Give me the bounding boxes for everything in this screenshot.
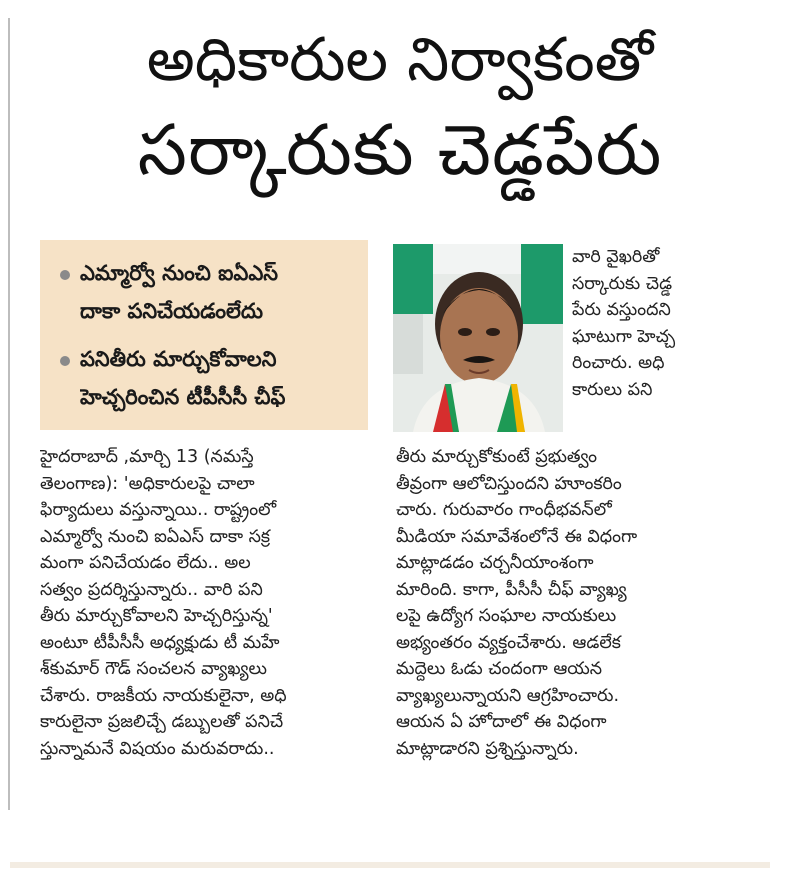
- article-line: సత్వం ప్రదర్శిస్తున్నారు.. వారి పని: [40, 579, 263, 600]
- article-line: మాట్లాడారని ప్రశ్నిస్తున్నారు.: [396, 738, 579, 759]
- portrait-photo: [393, 244, 563, 432]
- article-line: హైదరాబాద్ ,మార్చి 13 (నమస్తే: [40, 447, 254, 467]
- bullet-line: దాకా పనిచేయడంలేదు: [80, 299, 263, 323]
- bottom-strip: [10, 862, 770, 868]
- article-line: పేరు వస్తుందని: [572, 300, 671, 320]
- article-line: శ్‌కుమార్ గౌడ్ సంచలన వ్యాఖ్యలు: [40, 659, 267, 679]
- bullet-text: [80, 340, 285, 416]
- article-line: ఘాటుగా హెచ్చ: [572, 326, 676, 347]
- article-line: మీడియా సమావేశంలోనే ఈ విధంగా: [396, 526, 638, 547]
- article-line: కారులైనా ప్రజలిచ్చే డబ్బులతో పనిచే: [40, 712, 284, 732]
- summary-bullet: [54, 254, 358, 330]
- article-line: వ్యాఖ్యలున్నాయని ఆగ్రహించారు.: [396, 685, 620, 706]
- article-line: ఎమ్మార్వో నుంచి ఐఏఎస్ దాకా సక్ర: [40, 526, 271, 547]
- article-line: సర్కారుకు చెడ్డ: [572, 273, 673, 294]
- article-line: అభ్యంతరం వ్యక్తంచేశారు. ఆడలేక: [396, 632, 621, 653]
- article-column-right-bottom: [396, 444, 722, 762]
- article-line: లపై ఉద్యోగ సంఘాల నాయకులు: [396, 606, 617, 626]
- article-column-left: [40, 444, 362, 762]
- summary-bullet: [54, 340, 358, 416]
- article-line: ఫిర్యాదులు వస్తున్నాయి.. రాష్ట్రంలో: [40, 500, 277, 520]
- article-line: తెలంగాణ): 'అధికారులపై చాలా: [40, 473, 255, 494]
- article-line: చారు. గురువారం గాంధీభవన్‌లో: [396, 500, 612, 520]
- article-line: స్తున్నామనే విషయం మరువరాదు..: [40, 738, 275, 759]
- article-line: తీరు మార్చుకోవాలని హెచ్చరిస్తున్న': [40, 606, 273, 626]
- article-line: మారింది. కాగా, పీసీసీ చీఫ్ వ్యాఖ్య: [396, 579, 627, 600]
- headline-line-2: సర్కారుకు చెడ్డపేరు: [137, 109, 663, 191]
- summary-box: [40, 240, 368, 430]
- bullet-dot-icon: [60, 270, 70, 280]
- article-line: రించారు. అధి: [572, 353, 665, 373]
- bullet-line: పనితీరు మార్చుకోవాలని: [80, 347, 277, 371]
- headline-line-1: అధికారుల నిర్వాకంతో: [146, 25, 654, 95]
- bullet-text: [80, 254, 278, 330]
- bullet-line: ఎమ్మార్వో నుంచి ఐఏఎస్: [80, 261, 279, 285]
- article-line: కారులు పని: [572, 379, 653, 400]
- article-line: తీరు మార్చుకోకుంటే ప్రభుత్వం: [396, 447, 597, 467]
- bullet-line: హెచ్చరించిన టీపీసీసీ చీఫ్: [80, 385, 286, 409]
- article-line: అంటూ టీపీసీసీ అధ్యక్షుడు టీ మహే: [40, 632, 280, 653]
- article-column-right-top: [572, 244, 722, 403]
- portrait-icon: [393, 244, 563, 432]
- article-line: వారి వైఖరితో: [572, 247, 660, 267]
- article-line: చేశారు. రాజకీయ నాయకులైనా, అధి: [40, 685, 287, 706]
- article-line: ఆయన ఏ హోదాలో ఈ విధంగా: [396, 712, 607, 732]
- article-line: మద్దెలు ఓడు చందంగా ఆయన: [396, 659, 603, 679]
- article-line: మాట్లాడడం చర్చనీయాంశంగా: [396, 553, 594, 573]
- bullet-dot-icon: [60, 356, 70, 366]
- article-line: తీవ్రంగా ఆలోచిస్తుందని హూంకరిం: [396, 473, 622, 494]
- article-line: మంగా పనిచేయడం లేదు.. అల: [40, 553, 251, 573]
